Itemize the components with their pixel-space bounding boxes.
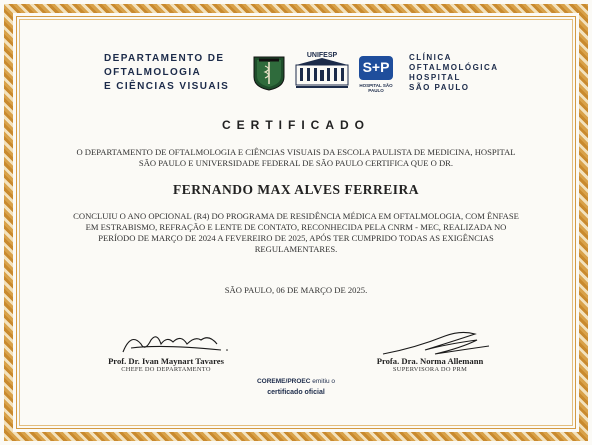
body-paragraph: CONCLUIU O ANO OPCIONAL (R4) DO PROGRAMA DE RESIDÊNCIA MÉDICA EM OFTALMOLOGIA, COM ÊNFASE EM ESTRABISMO, REFRAÇÃO E LENTE DE CONTATO, RECONHECIDA PELA CNRM - MEC, REALIZADA NO PERÍODO DE MARÇO DE 2024 A FEVEREIRO DE 2025, APÓS TER CUMPRIDO TODAS AS EXIGÊNCIAS REGULAMENTARES. — [73, 211, 519, 254]
signature-right-image — [365, 322, 495, 358]
hospital-sp-logo — [356, 55, 396, 91]
stamp-org: COREME/PROEC — [256, 378, 311, 385]
signature-right-role: SUPERVISORA DO PRM — [392, 366, 468, 373]
official-stamp — [244, 378, 348, 396]
clinica-name — [409, 53, 499, 93]
signature-block-left — [96, 322, 236, 373]
hospital-sp-label: HOSPITAL SÃO PAULO — [359, 83, 393, 93]
clinica-line-1: CLÍNICA — [409, 53, 452, 62]
dept-line-1: DEPARTAMENTO DE — [104, 53, 225, 64]
signature-left-image — [101, 322, 231, 358]
place-date: SÃO PAULO, 06 DE MARÇO DE 2025. — [224, 285, 368, 295]
recipient-name: FERNANDO MAX ALVES FERREIRA — [173, 182, 419, 197]
unifesp-label: UNIFESP — [306, 52, 338, 59]
signature-block-right — [360, 322, 500, 373]
epm-seal-logo — [250, 55, 288, 91]
department-name — [104, 52, 242, 94]
stamp-line-1 — [244, 378, 348, 385]
clinica-line-3: HOSPITAL — [409, 73, 461, 82]
intro-paragraph: O DEPARTAMENTO DE OFTALMOLOGIA E CIÊNCIAS VISUAIS DA ESCOLA PAULISTA DE MEDICINA, HOSPITAL SÃO PAULO E UNIVERSIDADE FEDERAL DE SÃO PAULO CERTIFICA QUE O DR. — [76, 147, 516, 168]
hospital-sp-mark: S+P — [362, 59, 390, 75]
signature-right-name: Profa. Dra. Norma Allemann — [376, 356, 484, 366]
clinica-line-4: SÃO PAULO — [409, 83, 470, 92]
unifesp-logo — [292, 52, 352, 91]
signature-left-name: Prof. Dr. Ivan Maynart Tavares — [108, 356, 224, 366]
signature-left-role: CHEFE DO DEPARTAMENTO — [121, 366, 211, 373]
clinica-line-2: OFTALMOLÓGICA — [409, 63, 499, 72]
stamp-line-2: certificado oficial — [267, 389, 325, 396]
certificate-title: CERTIFICADO — [222, 118, 370, 132]
dept-line-3: E CIÊNCIAS VISUAIS — [104, 81, 230, 92]
dept-line-2: OFTALMOLOGIA — [104, 67, 202, 78]
stamp-issued: emitiu o — [310, 378, 336, 385]
